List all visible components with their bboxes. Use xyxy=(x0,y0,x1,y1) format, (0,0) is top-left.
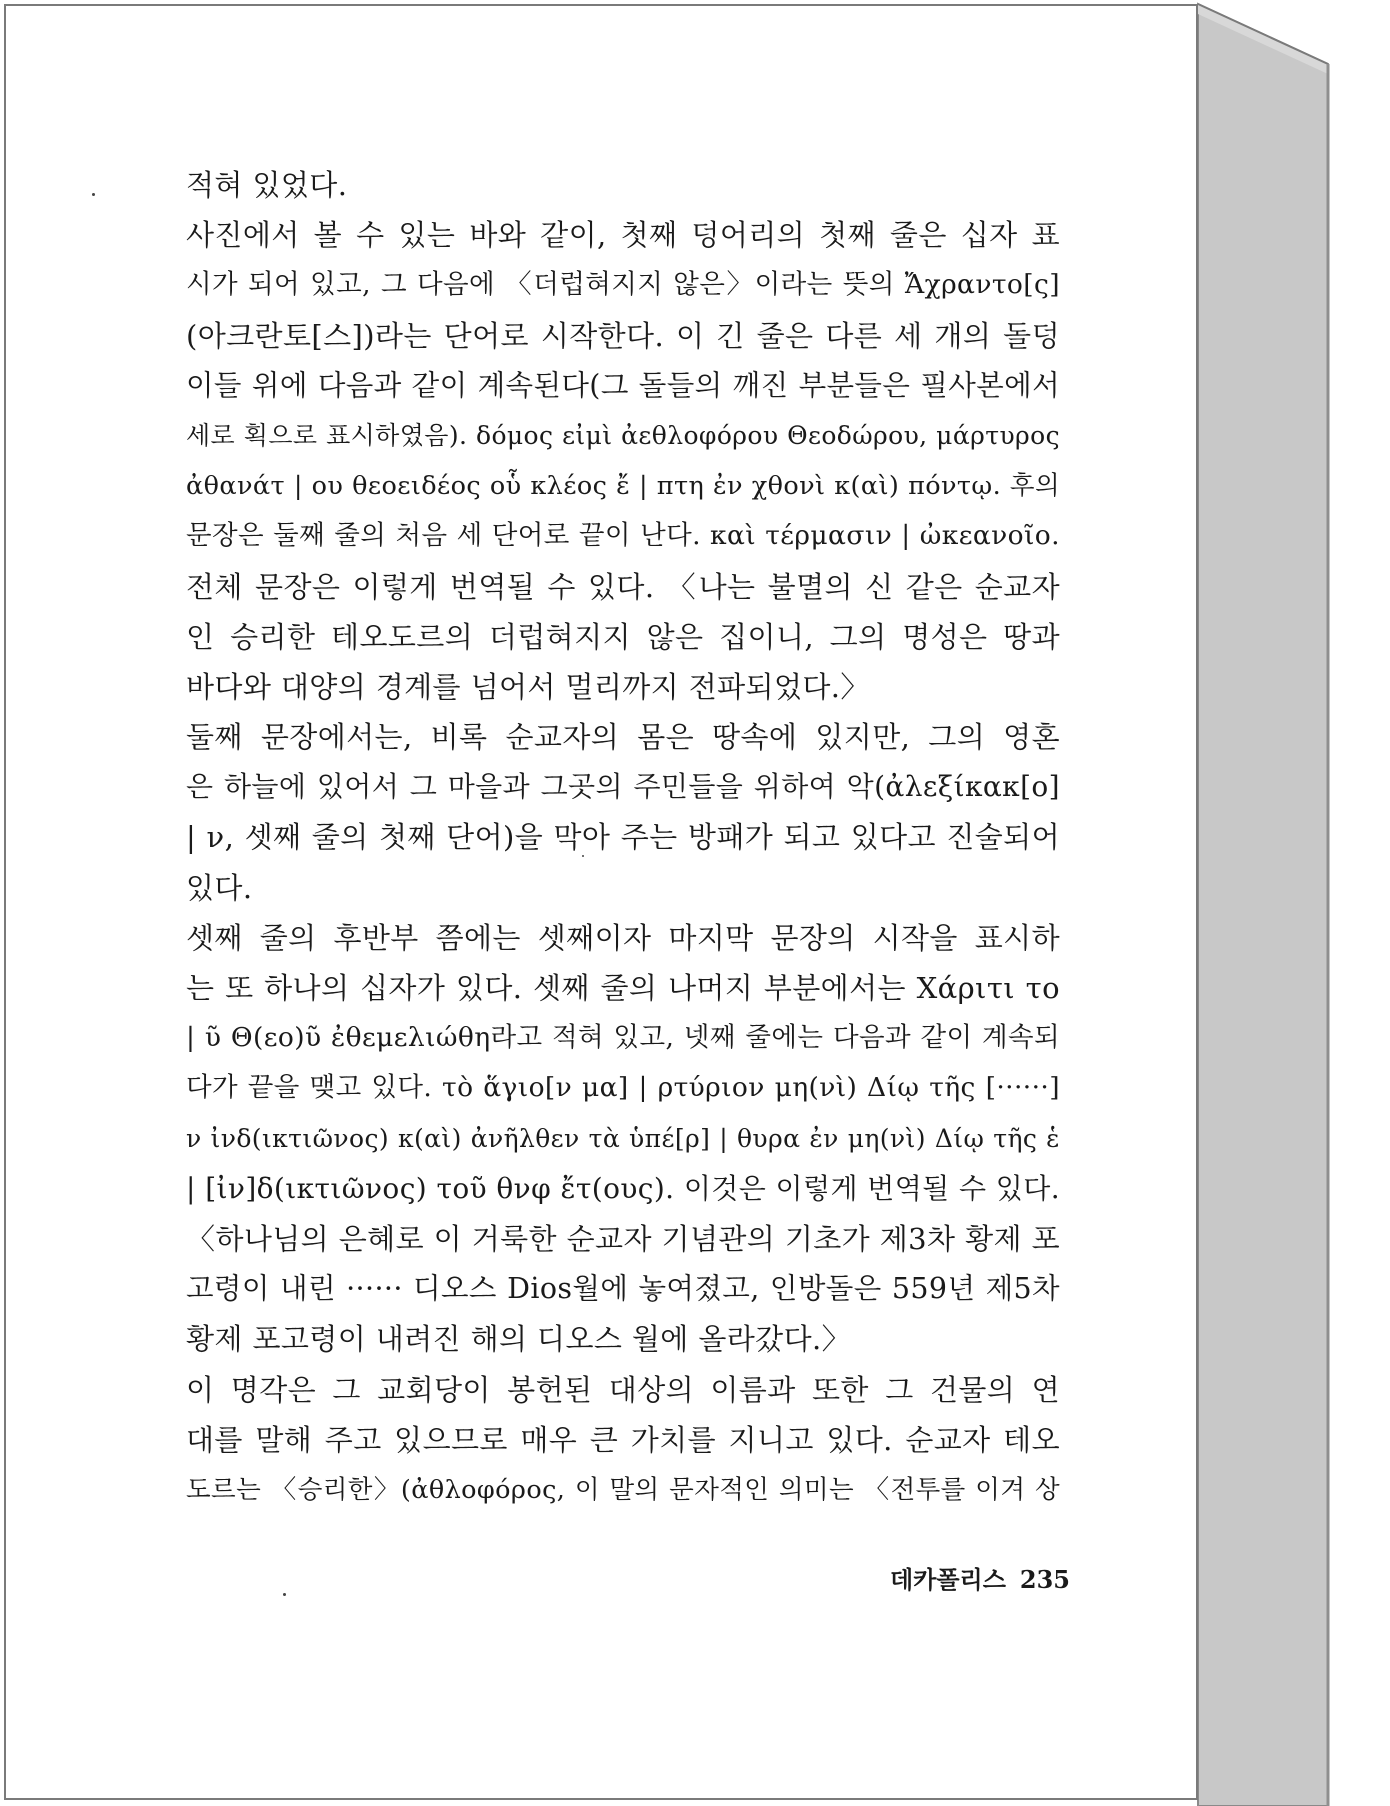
text-line: 적혀 있었다. xyxy=(186,168,348,202)
text-line: (아크란토[스])라는 단어로 시작한다. 이 긴 줄은 다른 세 개의 돌덩 xyxy=(186,318,1060,353)
text-line: 다가 끝을 맺고 있다. τὸ ἅγιο[ν μα] | ρτύριον μη(νὶ) Δίῳ τῆς [······] xyxy=(186,1072,1060,1104)
text-line: 고령이 내린 ······ 디오스 Dios월에 놓여졌고, 인방돌은 559년 제5차 xyxy=(186,1272,1060,1306)
text-line: 사진에서 볼 수 있는 바와 같이, 첫째 덩어리의 첫째 줄은 십자 표 xyxy=(186,218,1060,253)
text-line: | ῦ Θ(εο)ῦ ἐθεμελιώθη라고 적혀 있고, 넷째 줄에는 다음과 같이 계속되 xyxy=(186,1022,1060,1054)
text-line: 둘째 문장에서는, 비록 순교자의 몸은 땅속에 있지만, 그의 영혼 xyxy=(186,720,1060,755)
scan-speck xyxy=(92,193,95,196)
text-line: 셋째 줄의 후반부 쯤에는 셋째이자 마지막 문장의 시작을 표시하 xyxy=(186,920,1060,955)
page-footer xyxy=(870,1560,1070,1595)
text-line: 대를 말해 주고 있으므로 매우 큰 가치를 지니고 있다. 순교자 테오 xyxy=(186,1422,1060,1457)
text-line: 도르는 〈승리한〉(ἀθλοφόρος, 이 말의 문자적인 의미는 〈전투를 이겨 상 xyxy=(186,1474,1060,1505)
text-line: ἀθανάτ | ου θεοειδέος οὗ κλέος ἔ | πτη ἐν χθονὶ κ(αὶ) πόντῳ. 후의 xyxy=(186,471,1060,502)
scan-speck xyxy=(283,1593,286,1596)
text-line: 황제 포고령이 내려진 해의 디오스 월에 올라갔다.〉 xyxy=(186,1322,852,1357)
text-line: | [ἰν]δ(ικτιῶνος) τοῦ θνφ ἔτ(ους). 이것은 이렇게 번역될 수 있다. xyxy=(186,1171,1060,1205)
text-line: 〈하나님의 은혜로 이 거룩한 순교자 기념관의 기초가 제3차 황제 포 xyxy=(186,1221,1060,1256)
text-line: 문장은 둘째 줄의 처음 세 단어로 끝이 난다. καὶ τέρμασιν | ὠκεανοῖο. xyxy=(186,520,1060,552)
text-line: 바다와 대양의 경계를 넘어서 멀리까지 전파되었다.〉 xyxy=(186,669,870,704)
page-number: 235 xyxy=(1019,1565,1070,1594)
body-text xyxy=(186,160,1060,1515)
running-header-title: 데카폴리스 xyxy=(889,1566,1006,1594)
text-line: 인 승리한 테오도르의 더럽혀지지 않은 집이니, 그의 명성은 땅과 xyxy=(186,619,1060,654)
text-line: 는 또 하나의 십자가 있다. 셋째 줄의 나머지 부분에서는 Χάριτι το xyxy=(186,971,1060,1005)
text-line: ν ἰνδ(ικτιῶνος) κ(αὶ) ἀνῆλθεν τὰ ὑπέ[ρ] | θυρα ἐν μη(νὶ) Δίῳ τῆς ἑ xyxy=(186,1123,1060,1153)
text-line: 이 명각은 그 교회당이 봉헌된 대상의 이름과 또한 그 건물의 연 xyxy=(186,1372,1060,1407)
text-line: 있다. xyxy=(186,870,253,905)
text-line: 은 하늘에 있어서 그 마을과 그곳의 주민들을 위하여 악(ἀλεξίκακ[ο] xyxy=(186,770,1060,804)
text-line: 세로 획으로 표시하였음). δόμος εἰμὶ ἀεθλοφόρου Θεοδώρου, μάρτυρος xyxy=(186,420,1060,450)
text-line: 시가 되어 있고, 그 다음에 〈더럽혀지지 않은〉이라는 뜻의 Ἄχραντο[ς] xyxy=(186,269,1060,301)
text-line: 이들 위에 다음과 같이 계속된다(그 돌들의 깨진 부분들은 필사본에서 xyxy=(186,368,1060,402)
text-line: 전체 문장은 이렇게 번역될 수 있다. 〈나는 불멸의 신 같은 순교자 xyxy=(186,569,1060,604)
text-line: | ν, 셋째 줄의 첫째 단어)을 막아 주는 방패가 되고 있다고 진술되어 xyxy=(186,820,1060,855)
